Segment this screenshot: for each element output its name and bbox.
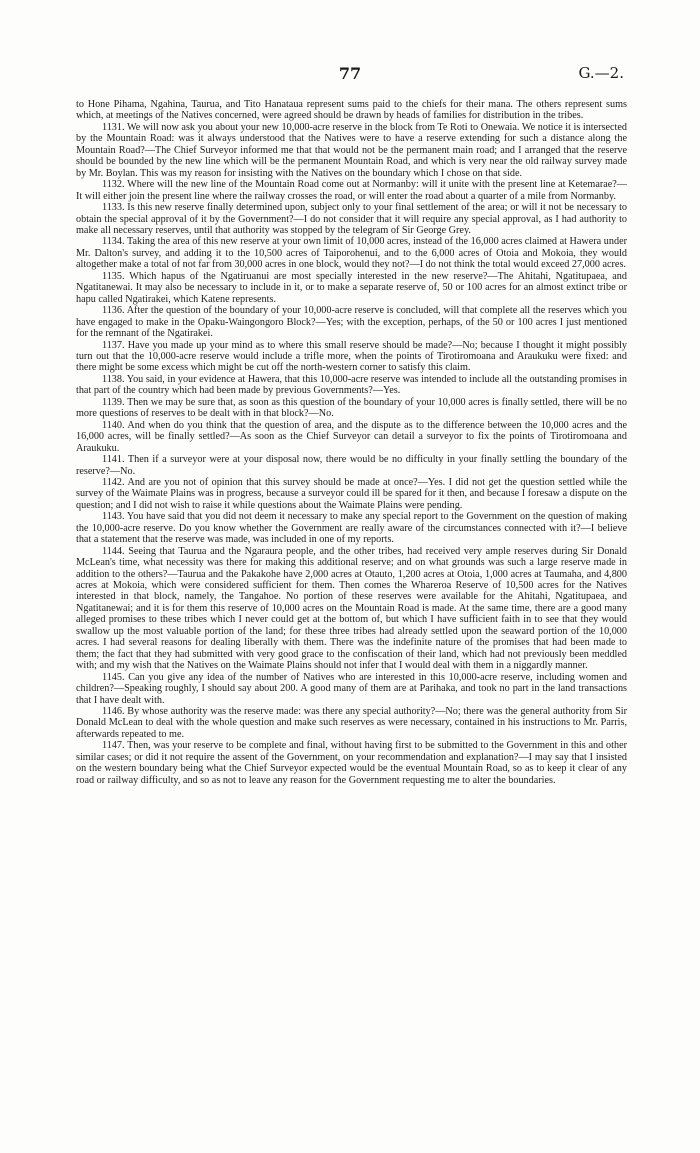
paragraph: 1146. By whose authority was the reserve made: was there any special authority?—No; there was the general authority from Sir Donald McLean to deal with the whole question and make such reserves as were necessary, contained in his instructions to Mr. Parris, afterwards repeated to me.	[76, 706, 627, 740]
paragraph: 1143. You have said that you did not deem it necessary to make any special report to the Government on the question of making the 10,000-acre reserve. Do you know whether the Government are really aware of the circumstances connected with it?—I believe that a statement that the reserve was made, was included in one of my reports.	[76, 511, 627, 546]
paragraph: 1136. After the question of the boundary of your 10,000-acre reserve is concluded, will that complete all the reserves which you have engaged to make in the Opaku-Waingongoro Block?—Yes; with the exception, perhaps, of the 50 or 100 acres I just mentioned for the remnant of the Ngatirakei.	[76, 305, 627, 340]
paragraph: 1144. Seeing that Taurua and the Ngaraura people, and the other tribes, had received very ample reserves during Sir Donald McLean's time, what necessity was there for making this additional reserve; and on what grounds was such a large reserve made in addition to the others?—Taurua and the Pakakohe have 2,000 acres at Otauto, 1,200 acres at Otoia, 1,000 acres at Taumaha, and 4,800 acres at Mokoia, which were considered sufficient for them. Then comes the Whareroa Reserve of 10,500 acres for the Natives interested in that block, namely, the Tangahoe. No portion of these reserves were available for the Ahitahi, Ngatitupaea, and Ngatitanewai; and it is for them this reserve of 10,000 acres on the Mountain Road is made. At the same time, there are a good many alleged promises to these tribes which I never could get at the bottom of, but which I have sufficient faith in to see that they would swallow up the most valuable portion of the land; for these three tribes had already settled upon the seaward portion of the 10,000 acres. I had several reasons for dealing liberally with them. There was the indefinite nature of the promises that had been made to them; the fact that they had submitted with very good grace to the confiscation of their land, which had not previously been meddled with; and my wish that the Natives on the Waimate Plains should not infer that I would deal with them in a niggardly manner.	[76, 545, 627, 672]
paragraph: 1133. Is this new reserve finally determined upon, subject only to your final settlement of the area; or will it not be necessary to obtain the special approval of it by the Government?—I do not consider that it will require any special approval, as I had authority to make all necessary reserves, until that authority was stopped by the telegram of Sir George Grey.	[76, 202, 627, 236]
paragraph: 1141. Then if a surveyor were at your disposal now, there would be no difficulty in your finally settling the boundary of the reserve?—No.	[76, 454, 627, 477]
paragraph: 1139. Then we may be sure that, as soon as this question of the boundary of your 10,000 acres is finally settled, there will be no more questions of reserves to be dealt with in that block?—No.	[76, 396, 627, 420]
document-reference: G.—2.	[578, 64, 624, 82]
paragraph: 1131. We will now ask you about your new 10,000-acre reserve in the block from Te Roti to Onewaia. We notice it is intersected by the Mountain Road: was it always understood that the Natives were to have a reserve extending for such a distance along the Mountain Road?—The Chief Surveyor informed me that that would not be the permanent main road; and I arranged that the reserve should be bounded by the new line which will be the permanent Mountain Road, and which is very near the old railway survey made by Mr. Boylan. This was my reason for insisting with the Natives on the boundary which I chose on that side.	[76, 121, 627, 179]
paragraph: 1142. And are you not of opinion that this survey should be made at once?—Yes. I did not get the question settled while the survey of the Waimate Plains was in progress, because a surveyor could ill be spared for it then, and because I foresaw a dispute on the question; and I did not wish to raise it while questions about the Waimate Plains were pending.	[76, 476, 627, 511]
page-header	[76, 64, 624, 86]
paragraph: 1134. Taking the area of this new reserve at your own limit of 10,000 acres, instead of the 16,000 acres claimed at Hawera under Mr. Dalton's survey, and adding it to the 10,500 acres of Taiporohenui, and to the 6,000 acres of Otoia and Mokoia, they would altogether make a total of not far from 30,000 acres in one block, would they not?—I do not think the total would exceed 27,000 acres.	[76, 236, 627, 271]
paragraph: 1140. And when do you think that the question of area, and the dispute as to the difference between the 10,000 acres and the 16,000 acres, will be finally settled?—As soon as the Chief Surveyor can detail a surveyor to fix the points of Tirotiromoana and Araukuku.	[76, 419, 627, 454]
paragraph: to Hone Pihama, Ngahina, Taurua, and Tito Hanataua represent sums paid to the chiefs for their mana. The others represent sums which, at meetings of the Natives concerned, were agreed should be drawn by heads of families for distribution in the tribes.	[76, 99, 627, 122]
paragraph: 1138. You said, in your evidence at Hawera, that this 10,000-acre reserve was intended to include all the outstanding promises in that part of the country which had been made by previous Governments?—Yes.	[76, 373, 627, 397]
paragraph: 1137. Have you made up your mind as to where this small reserve should be made?—No; because I thought it might possibly turn out that the 10,000-acre reserve would include a trifle more, when the points of Tirotiromoana and Araukuku were fixed: and there might be some excess which might be cut off the north-western corner to satisfy this claim.	[76, 339, 627, 374]
page-number: 77	[338, 64, 362, 83]
paragraph: 1147. Then, was your reserve to be complete and final, without having first to be submitted to the Government in this and other similar cases; or did it not require the assent of the Government, on your recommendation and explanation?—I may say that I insisted on the western boundary being what the Chief Surveyor expected would be the eventual Mountain Road, so as to keep it clear of any road or railway difficulty, and so as not to leave any reason for the Government requesting me to alter the boundaries.	[76, 740, 627, 786]
paragraph: 1132. Where will the new line of the Mountain Road come out at Normanby: will it unite with the present line at Ketemarae?—It will either join the present line where the railway crosses the road, or will enter the road about a quarter of a mile from Normanby.	[76, 179, 627, 202]
paragraph: 1135. Which hapus of the Ngatiruanui are most specially interested in the new reserve?—The Ahitahi, Ngatitupaea, and Ngatitanewai. It may also be necessary to include in it, or to make a separate reserve of, 50 or 100 acres for an almost extinct tribe or hapu called Ngatirakei, which Katene represents.	[76, 270, 627, 305]
body-text	[76, 99, 627, 786]
paragraph: 1145. Can you give any idea of the number of Natives who are interested in this 10,000-acre reserve, including women and children?—Speaking roughly, I should say about 200. A good many of them are at Parihaka, and took no part in the land transactions that I have dealt with.	[76, 671, 627, 706]
